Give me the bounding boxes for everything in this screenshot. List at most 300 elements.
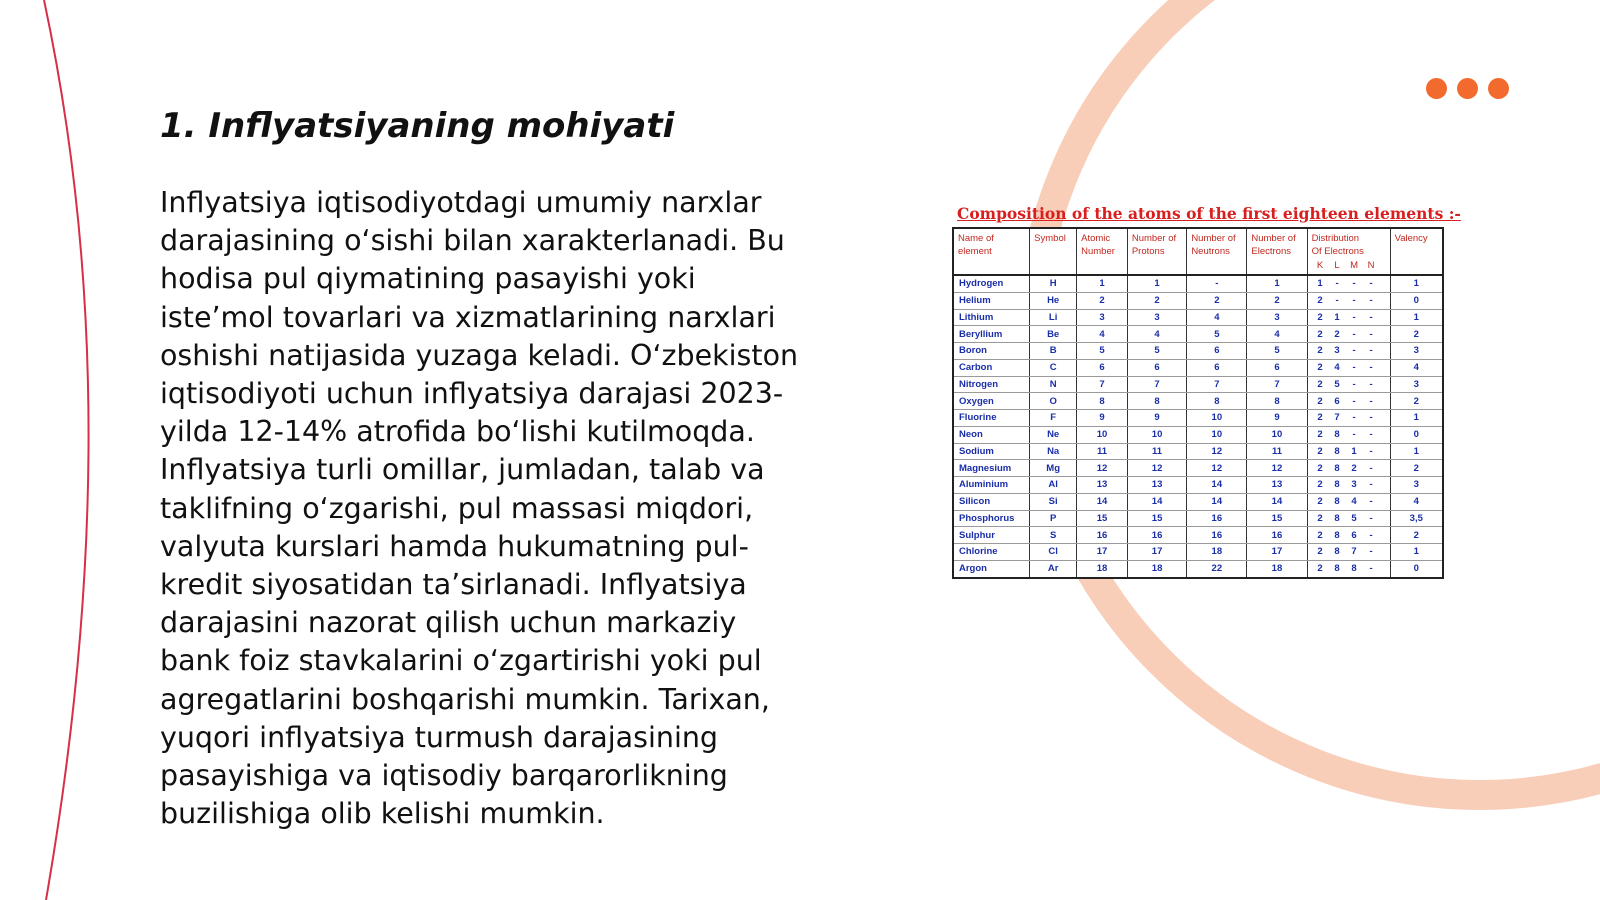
table-row [953, 426, 1443, 443]
shell-value: 7 [1334, 412, 1340, 424]
shell-labels [1312, 259, 1387, 272]
cell-valency: 4 [1390, 359, 1443, 376]
cell-valency: 3 [1390, 376, 1443, 393]
electron-distribution [1310, 528, 1388, 543]
shell-value: - [1369, 362, 1373, 374]
shell-value: - [1369, 462, 1373, 474]
shell-value: 2 [1317, 412, 1323, 424]
cell-protons: 11 [1127, 443, 1186, 460]
cell-atomic: 9 [1077, 410, 1128, 427]
shell-value: 8 [1334, 496, 1340, 508]
table-row [953, 275, 1443, 292]
cell-protons: 14 [1127, 493, 1186, 510]
shell-value: 8 [1334, 479, 1340, 491]
body-line: darajasining oʻsishi bilan xarakterlanadi. Bu [160, 224, 785, 258]
shell-value: - [1369, 278, 1373, 290]
shell-value: 2 [1317, 395, 1323, 407]
table-row [953, 343, 1443, 360]
cell-atomic: 6 [1077, 359, 1128, 376]
cell-protons: 2 [1127, 292, 1186, 309]
body-line: yuqori inflyatsiya turmush darajasining [160, 720, 719, 754]
cell-neutrons: 12 [1187, 460, 1247, 477]
shell-value: - [1335, 278, 1339, 290]
header-distribution [1307, 228, 1390, 275]
shell-value: - [1369, 328, 1373, 340]
cell-name: Argon [959, 563, 987, 575]
cell-name: Neon [953, 426, 1030, 443]
cell-neutrons: 10 [1187, 410, 1247, 427]
table-row [953, 544, 1443, 561]
shell-value: 8 [1334, 546, 1340, 558]
cell-name: Sulphur [953, 527, 1030, 544]
cell-valency: 3 [1390, 343, 1443, 360]
cell-name: Fluorine [953, 410, 1030, 427]
shell-value: 2 [1317, 362, 1323, 374]
cell-symbol: Na [1030, 443, 1077, 460]
cell-electrons: 3 [1247, 309, 1307, 326]
cell-neutrons: 18 [1187, 544, 1247, 561]
cell-protons: 15 [1127, 510, 1186, 527]
cell-protons: 6 [1127, 359, 1186, 376]
cell-valency: 0 [1390, 426, 1443, 443]
cell-electrons: 6 [1247, 359, 1307, 376]
cell-electrons: 5 [1247, 343, 1307, 360]
cell-protons: 5 [1127, 343, 1186, 360]
body-line: Inflyatsiya iqtisodiyotdagi umumiy narxlar [160, 186, 762, 219]
cell-neutrons: 12 [1187, 443, 1247, 460]
body-line: buzilishiga olib kelishi mumkin. [160, 797, 605, 831]
table-row [953, 359, 1443, 376]
cell-valency: 0 [1390, 292, 1443, 309]
cell-protons: 16 [1127, 527, 1186, 544]
header-text: Protons [1131, 246, 1165, 257]
cell-protons: 17 [1127, 544, 1186, 561]
cell-neutrons: 16 [1187, 510, 1247, 527]
cell-atomic: 8 [1077, 393, 1128, 410]
electron-distribution [1310, 276, 1388, 291]
cell-protons: 7 [1127, 376, 1186, 393]
cell-name: Nitrogen [953, 376, 1030, 393]
cell-symbol: B [1030, 343, 1077, 360]
shell-value: 8 [1334, 512, 1340, 524]
cell-protons: 12 [1127, 460, 1186, 477]
cell-name: Hydrogen [953, 275, 1030, 292]
cell-distribution [1307, 443, 1390, 460]
cell-distribution [1307, 410, 1390, 427]
shell-value: 2 [1317, 311, 1323, 323]
electron-distribution [1310, 410, 1388, 425]
cell-atomic: 7 [1077, 376, 1128, 393]
electron-distribution [1310, 511, 1388, 526]
cell-electrons: 2 [1247, 292, 1307, 309]
shell-value: 4 [1334, 362, 1340, 374]
shell-value: 2 [1317, 295, 1323, 307]
shell-value: 2 [1317, 462, 1323, 474]
cell-neutrons: 14 [1187, 477, 1247, 494]
cell-protons: 9 [1127, 410, 1186, 427]
table-row [953, 460, 1443, 477]
shell-value: - [1352, 278, 1356, 290]
electron-distribution [1310, 494, 1388, 509]
cell-atomic: 14 [1077, 493, 1128, 510]
cell-protons: 13 [1127, 477, 1186, 494]
cell-atomic: 12 [1077, 460, 1128, 477]
cell-electrons: 8 [1247, 393, 1307, 410]
shell-value: 2 [1334, 328, 1340, 340]
header-text: Electrons [1251, 246, 1291, 257]
shell-value: 2 [1317, 445, 1323, 457]
table-row [953, 393, 1443, 410]
electron-distribution [1310, 427, 1388, 442]
header-protons [1127, 228, 1186, 275]
cell-symbol: Al [1030, 477, 1077, 494]
electron-distribution [1310, 293, 1388, 308]
electron-distribution [1310, 461, 1388, 476]
cell-neutrons: - [1187, 275, 1247, 292]
cell-atomic: 1 [1077, 275, 1128, 292]
cell-distribution [1307, 343, 1390, 360]
cell-protons: 10 [1127, 426, 1186, 443]
shell-value: 6 [1351, 529, 1357, 541]
cell-protons: 4 [1127, 326, 1186, 343]
body-line: bank foiz stavkalarini oʻzgartirishi yoki pul [160, 644, 762, 678]
slide-title: 1. Inflyatsiyaning mohiyati [160, 106, 675, 146]
shell-value: - [1352, 328, 1356, 340]
shell-value: - [1369, 395, 1373, 407]
elements-table-figure [952, 204, 1461, 579]
cell-neutrons: 8 [1187, 393, 1247, 410]
cell-valency: 1 [1390, 309, 1443, 326]
cell-valency: 2 [1390, 460, 1443, 477]
cell-symbol: Li [1030, 309, 1077, 326]
cell-valency: 1 [1390, 544, 1443, 561]
cell-name: Oxygen [953, 393, 1030, 410]
cell-atomic: 2 [1077, 292, 1128, 309]
cell-name: Carbon [953, 359, 1030, 376]
cell-distribution [1307, 510, 1390, 527]
cell-protons: 18 [1127, 560, 1186, 577]
cell-symbol: Be [1030, 326, 1077, 343]
cell-distribution [1307, 560, 1390, 577]
shell-value: 3 [1334, 345, 1340, 357]
cell-name: Silicon [953, 493, 1030, 510]
shell-value: 2 [1317, 378, 1323, 390]
cell-neutrons: 16 [1187, 527, 1247, 544]
header-atomic-number [1077, 228, 1128, 275]
cell-neutrons: 7 [1187, 376, 1247, 393]
electron-distribution [1310, 544, 1388, 559]
header-text: Number of [1131, 233, 1177, 244]
cell-symbol: Si [1030, 493, 1077, 510]
electron-distribution [1310, 343, 1388, 358]
dot-icon [1457, 78, 1478, 99]
shell-value: 6 [1334, 395, 1340, 407]
header-electrons [1247, 228, 1307, 275]
cell-electrons: 12 [1247, 460, 1307, 477]
shell-label: K [1316, 260, 1324, 271]
cell-distribution [1307, 359, 1390, 376]
body-line: iqtisodiyoti uchun inflyatsiya darajasi 2023- [160, 377, 784, 411]
header-symbol [1030, 228, 1077, 275]
cell-electrons: 14 [1247, 493, 1307, 510]
cell-name: Phosphorus [953, 510, 1030, 527]
cell-name: Sodium [953, 443, 1030, 460]
cell-atomic: 18 [1077, 560, 1128, 577]
body-line: kredit siyosatidan taʼsirlanadi. Inflyatsiya [160, 568, 747, 602]
shell-value: - [1369, 429, 1373, 441]
shell-value: - [1369, 311, 1373, 323]
header-text: Of Electrons [1311, 246, 1364, 257]
cell-distribution [1307, 460, 1390, 477]
cell-neutrons: 6 [1187, 359, 1247, 376]
cell-symbol: Cl [1030, 544, 1077, 561]
shell-value: - [1352, 295, 1356, 307]
body-line: pasayishiga va iqtisodiy barqarorlikning [160, 759, 728, 793]
cell-atomic: 4 [1077, 326, 1128, 343]
header-name [953, 228, 1030, 275]
header-text: Number of [1191, 233, 1236, 244]
body-line: agregatlarini boshqarishi mumkin. Tarixan, [160, 682, 770, 716]
table-row [953, 510, 1443, 527]
shell-value: - [1352, 378, 1356, 390]
shell-label: L [1334, 260, 1340, 271]
cell-symbol: Ne [1030, 426, 1077, 443]
cell-electrons: 16 [1247, 527, 1307, 544]
electron-distribution [1310, 327, 1388, 342]
header-text: Distribution [1311, 233, 1360, 244]
shell-label: M [1350, 260, 1359, 271]
cell-name: Aluminium [953, 477, 1030, 494]
electron-distribution [1310, 444, 1388, 459]
header-text: Symbol [1034, 233, 1066, 244]
cell-symbol: N [1030, 376, 1077, 393]
cell-symbol: Mg [1030, 460, 1077, 477]
cell-distribution [1307, 275, 1390, 292]
shell-value: - [1369, 445, 1373, 457]
cell-valency: 0 [1390, 560, 1443, 577]
cell-electrons: 1 [1247, 275, 1307, 292]
body-line: yilda 12-14% atrofida boʻlishi kutilmoqda. [160, 415, 755, 449]
shell-value: 8 [1351, 563, 1357, 575]
cell-neutrons: 10 [1187, 426, 1247, 443]
shell-value: - [1369, 546, 1373, 558]
cell-name: Magnesium [953, 460, 1030, 477]
shell-value: - [1369, 345, 1373, 357]
dot-icon [1488, 78, 1509, 99]
body-line: taklifning oʻzgarishi, pul massasi miqdori, [160, 491, 754, 525]
shell-value: 1 [1334, 311, 1340, 323]
cell-valency: 4 [1390, 493, 1443, 510]
cell-symbol: H [1030, 275, 1077, 292]
body-line: Inflyatsiya turli omillar, jumladan, talab va [160, 453, 765, 487]
cell-atomic: 5 [1077, 343, 1128, 360]
cell-valency: 1 [1390, 443, 1443, 460]
shell-value: 7 [1351, 546, 1357, 558]
electron-distribution [1310, 561, 1388, 576]
cell-electrons: 10 [1247, 426, 1307, 443]
table-row [953, 493, 1443, 510]
shell-value: - [1369, 529, 1373, 541]
cell-atomic: 10 [1077, 426, 1128, 443]
cell-distribution [1307, 309, 1390, 326]
shell-value: - [1369, 479, 1373, 491]
cell-symbol: P [1030, 510, 1077, 527]
cell-valency: 2 [1390, 393, 1443, 410]
cell-atomic: 16 [1077, 527, 1128, 544]
electron-distribution [1310, 360, 1388, 375]
cell-symbol: F [1030, 410, 1077, 427]
shell-value: 4 [1351, 496, 1357, 508]
cell-valency: 1 [1390, 275, 1443, 292]
shell-value: 2 [1317, 496, 1323, 508]
cell-distribution [1307, 292, 1390, 309]
cell-atomic: 11 [1077, 443, 1128, 460]
cell-symbol: C [1030, 359, 1077, 376]
cell-electrons: 15 [1247, 510, 1307, 527]
cell-name: Helium [953, 292, 1030, 309]
body-line: oshishi natijasida yuzaga keladi. Oʻzbekiston [160, 338, 799, 372]
shell-value: 8 [1334, 445, 1340, 457]
cell-electrons: 4 [1247, 326, 1307, 343]
body-line: valyuta kurslari hamda hukumatning pul- [160, 529, 749, 563]
cell-distribution [1307, 326, 1390, 343]
cell-distribution [1307, 376, 1390, 393]
table-row [953, 292, 1443, 309]
cell-electrons: 13 [1247, 477, 1307, 494]
header-text: element [958, 246, 992, 257]
cell-protons: 1 [1127, 275, 1186, 292]
shell-value: - [1352, 412, 1356, 424]
cell-distribution [1307, 393, 1390, 410]
cell-neutrons: 2 [1187, 292, 1247, 309]
cell-neutrons: 22 [1187, 560, 1247, 577]
shell-value: 1 [1351, 445, 1357, 457]
cell-name: Lithium [953, 309, 1030, 326]
header-text: Atomic [1081, 233, 1111, 244]
cell-neutrons: 6 [1187, 343, 1247, 360]
cell-distribution [1307, 477, 1390, 494]
shell-value: 2 [1317, 546, 1323, 558]
electron-distribution [1310, 310, 1388, 325]
shell-value: 2 [1317, 345, 1323, 357]
electron-distribution [1310, 377, 1388, 392]
shell-value: 2 [1317, 563, 1323, 575]
cell-valency: 2 [1390, 326, 1443, 343]
table-row [953, 527, 1443, 544]
shell-value: - [1352, 362, 1356, 374]
header-text: Neutrons [1191, 246, 1230, 257]
shell-value: 8 [1334, 563, 1340, 575]
cell-name: Beryllium [953, 326, 1030, 343]
cell-protons: 3 [1127, 309, 1186, 326]
header-valency [1390, 228, 1443, 275]
header-text: Valency [1394, 233, 1428, 244]
body-line: hodisa pul qiymatining pasayishi yoki [160, 262, 696, 296]
cell-electrons: 11 [1247, 443, 1307, 460]
cell-neutrons: 14 [1187, 493, 1247, 510]
shell-value: 5 [1334, 378, 1340, 390]
cell-distribution [1307, 527, 1390, 544]
slide-body-text [160, 184, 860, 833]
shell-value: - [1369, 412, 1373, 424]
cell-protons: 8 [1127, 393, 1186, 410]
shell-value: 5 [1351, 512, 1357, 524]
shell-value: - [1352, 311, 1356, 323]
shell-value: 2 [1317, 479, 1323, 491]
shell-value: - [1352, 345, 1356, 357]
cell-name: Boron [953, 343, 1030, 360]
shell-value: - [1352, 395, 1356, 407]
cell-valency: 2 [1390, 527, 1443, 544]
shell-value: - [1369, 378, 1373, 390]
shell-value: 2 [1351, 462, 1357, 474]
table-row [953, 443, 1443, 460]
cell-atomic: 3 [1077, 309, 1128, 326]
left-curve-line [44, 0, 89, 900]
cell-atomic: 13 [1077, 477, 1128, 494]
header-text: Number [1081, 246, 1115, 257]
cell-symbol: S [1030, 527, 1077, 544]
cell-neutrons: 5 [1187, 326, 1247, 343]
electron-distribution [1310, 477, 1388, 492]
shell-value: - [1335, 295, 1339, 307]
header-neutrons [1187, 228, 1247, 275]
header-text: Number of [1251, 233, 1296, 244]
shell-value: 2 [1317, 512, 1323, 524]
table-row [953, 326, 1443, 343]
shell-value: 8 [1334, 462, 1340, 474]
elements-table [952, 227, 1444, 579]
header-text: Name of [958, 233, 994, 244]
shell-value: 1 [1317, 278, 1323, 290]
shell-value: - [1369, 295, 1373, 307]
table-body [953, 275, 1443, 578]
cell-distribution [1307, 544, 1390, 561]
shell-value: 2 [1317, 328, 1323, 340]
shell-value: 8 [1334, 529, 1340, 541]
cell-name: Chlorine [953, 544, 1030, 561]
menu-dots [1426, 78, 1509, 99]
cell-atomic: 15 [1077, 510, 1128, 527]
table-row [953, 376, 1443, 393]
table-row [953, 560, 1443, 577]
cell-valency: 1 [1390, 410, 1443, 427]
cell-electrons: 9 [1247, 410, 1307, 427]
shell-value: - [1369, 496, 1373, 508]
cell-valency: 3 [1390, 477, 1443, 494]
cell-electrons: 7 [1247, 376, 1307, 393]
cell-neutrons: 4 [1187, 309, 1247, 326]
shell-value: 2 [1317, 529, 1323, 541]
table-row [953, 477, 1443, 494]
shell-value: 2 [1317, 429, 1323, 441]
cell-valency: 3,5 [1390, 510, 1443, 527]
cell-symbol: Ar [1030, 560, 1077, 577]
cell-symbol: He [1030, 292, 1077, 309]
cell-distribution [1307, 493, 1390, 510]
table-row [953, 410, 1443, 427]
body-line: darajasini nazorat qilish uchun markaziy [160, 606, 737, 640]
shell-value: 3 [1351, 479, 1357, 491]
table-title: Composition of the atoms of the first eighteen elements :- [957, 204, 1461, 223]
cell-atomic: 17 [1077, 544, 1128, 561]
table-row [953, 309, 1443, 326]
shell-value: 8 [1334, 429, 1340, 441]
electron-distribution [1310, 394, 1388, 409]
shell-value: - [1369, 512, 1373, 524]
dot-icon [1426, 78, 1447, 99]
cell-distribution [1307, 426, 1390, 443]
